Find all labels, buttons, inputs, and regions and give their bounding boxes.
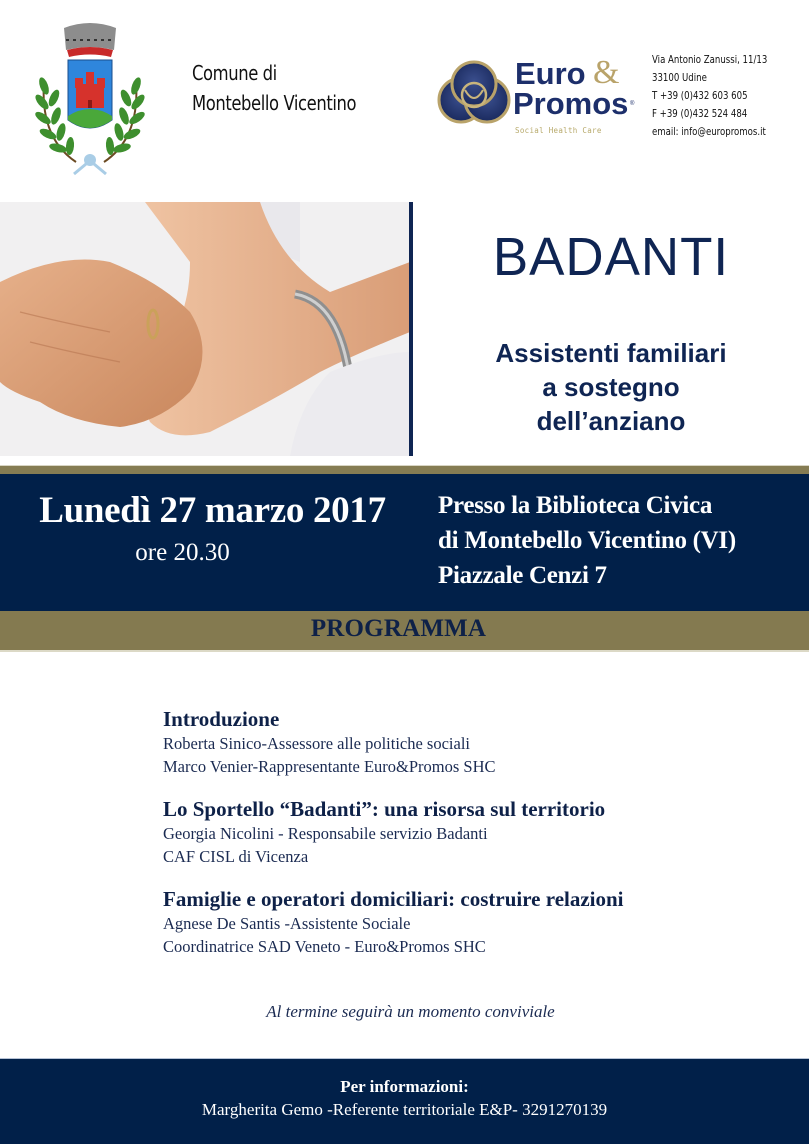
logo-word-euro: Euro <box>515 56 586 91</box>
contact-city: 33100 Udine <box>652 71 707 84</box>
contact-fax: F +39 (0)432 524 484 <box>652 107 748 120</box>
footer <box>0 1058 809 1144</box>
programme-item-speaker: Agnese De Santis -Assistente Sociale <box>163 914 411 933</box>
programme-item-title: Lo Sportello “Badanti”: una risorsa sul territorio <box>163 797 606 821</box>
municipality-line-2: Montebello Vicentino <box>192 91 357 115</box>
coat-of-arms-icon <box>34 20 146 176</box>
logo-word-promos: Promos <box>513 86 629 121</box>
hero-subtitle-line-3: dell’anziano <box>536 406 686 436</box>
programme-item <box>163 796 783 868</box>
footer-contact: Margherita Gemo -Referente territoriale E&P- 3291270139 <box>201 1100 608 1119</box>
programme-heading: PROGRAMMA <box>310 615 487 642</box>
programme-item-speaker: Coordinatrice SAD Veneto - Euro&Promos SHC <box>163 937 486 956</box>
registered-mark: ® <box>630 101 635 107</box>
venue-line-2: di Montebello Vicentino (VI) <box>438 527 736 554</box>
municipality-line-1: Comune di <box>192 61 277 85</box>
programme-item-speaker: Marco Venier-Rappresentante Euro&Promos SHC <box>163 757 496 776</box>
event-venue <box>438 488 736 593</box>
logo-ampersand: & <box>593 54 620 91</box>
europromos-logo <box>437 56 637 142</box>
logo-tagline: Social Health Care <box>515 126 602 135</box>
venue-line-3: Piazzale Cenzi 7 <box>438 562 607 589</box>
contact-email[interactable]: email: info@europromos.it <box>652 125 766 138</box>
hero-title: BADANTI <box>492 227 730 287</box>
programme-item <box>163 706 783 778</box>
closing-note: Al termine seguirà un momento conviviale <box>266 1002 555 1021</box>
contact-block <box>652 51 767 141</box>
event-info-band <box>0 474 809 611</box>
hands-illustration-icon <box>0 202 410 456</box>
programme-item-speaker: Roberta Sinico-Assessore alle politiche sociali <box>163 734 471 753</box>
header <box>0 0 809 190</box>
programme-list <box>163 706 783 976</box>
event-time: ore 20.30 <box>135 539 230 566</box>
programme-item-speaker: Georgia Nicolini - Responsabile servizio Badanti <box>163 824 488 843</box>
contact-address: Via Antonio Zanussi, 11/13 <box>652 53 768 66</box>
programme-item-speaker: CAF CISL di Vicenza <box>163 847 309 866</box>
programme-heading-band <box>0 611 809 652</box>
holding-hands-photo <box>0 202 410 456</box>
hero-subtitle-line-2: a sostegno <box>542 372 680 402</box>
programme-item <box>163 886 783 958</box>
event-date: Lunedì 27 marzo 2017 <box>39 490 386 531</box>
europromos-knot-icon <box>437 60 511 130</box>
venue-line-1: Presso la Biblioteca Civica <box>438 492 713 519</box>
hero-subtitle-line-1: Assistenti familiari <box>495 338 727 368</box>
gold-divider <box>0 465 809 474</box>
footer-label: Per informazioni: <box>340 1077 469 1096</box>
programme-item-title: Famiglie e operatori domiciliari: costruire relazioni <box>163 887 624 911</box>
hero-subtitle <box>413 336 809 438</box>
programme-item-title: Introduzione <box>163 707 280 731</box>
municipality-name <box>192 58 356 118</box>
contact-phone: T +39 (0)432 603 605 <box>652 89 748 102</box>
